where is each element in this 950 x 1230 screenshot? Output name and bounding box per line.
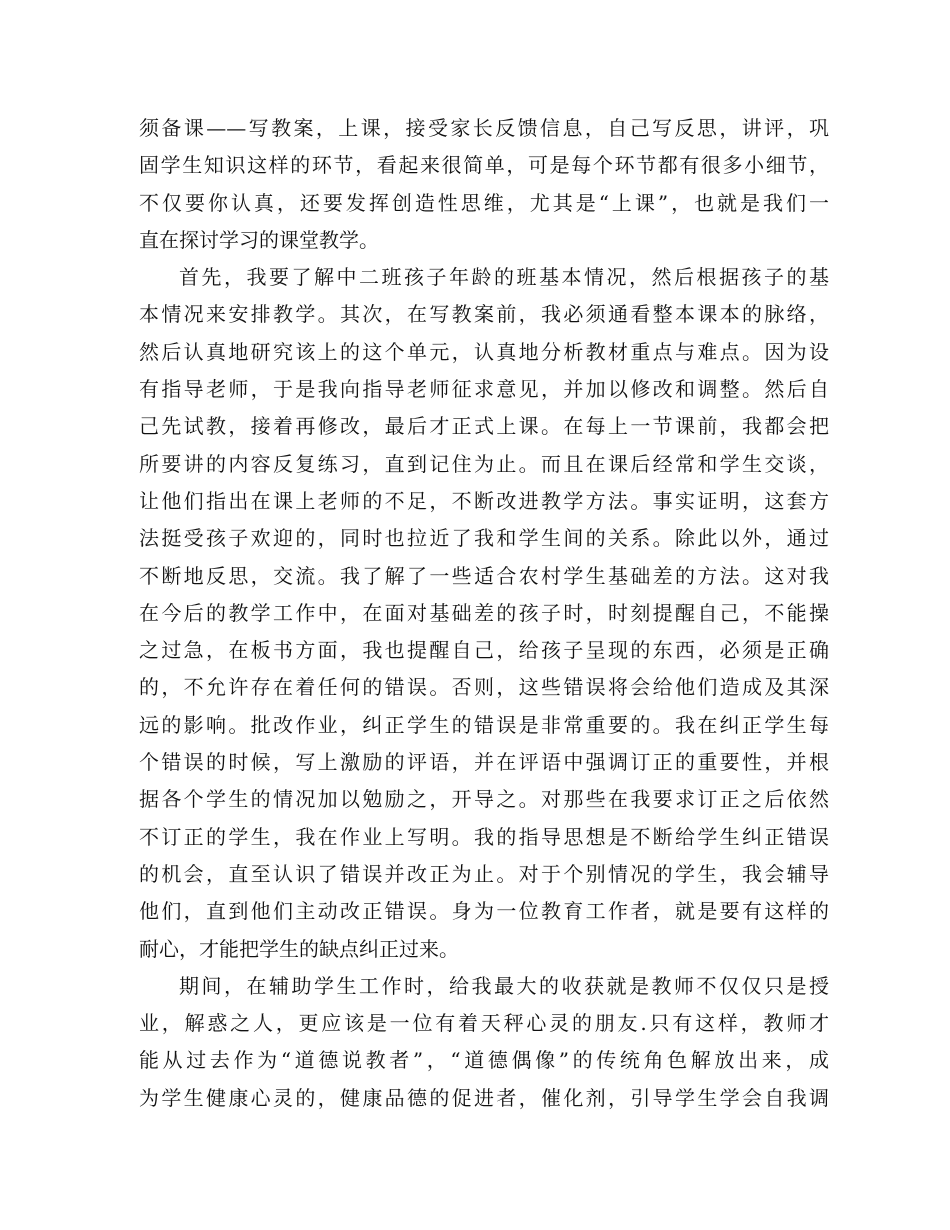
text-line: 法挺受孩子欢迎的，同时也拉近了我和学生间的关系。除此以外，通过 bbox=[139, 526, 829, 551]
text-line: 的，不允许存在着任何的错误。否则，这些错误将会给他们造成及其深 bbox=[139, 675, 829, 700]
text-line: 耐心，才能把学生的缺点纠正过来。 bbox=[139, 936, 459, 961]
text-line: 远的影响。批改作业，纠正学生的错误是非常重要的。我在纠正学生每 bbox=[139, 712, 829, 737]
text-line: 首先，我要了解中二班孩子年龄的班基本情况，然后根据孩子的基 bbox=[179, 265, 829, 290]
text-line: 据各个学生的情况加以勉励之，开导之。对那些在我要求订正之后依然 bbox=[139, 787, 829, 812]
text-line: 固学生知识这样的环节，看起来很简单，可是每个环节都有很多小细节， bbox=[139, 153, 829, 178]
text-line: 然后认真地研究该上的这个单元，认真地分析教材重点与难点。因为设 bbox=[139, 339, 829, 364]
text-line: 的机会，直至认识了错误并改正为止。对于个别情况的学生，我会辅导 bbox=[139, 861, 829, 886]
text-line: 不订正的学生，我在作业上写明。我的指导思想是不断给学生纠正错误 bbox=[139, 824, 829, 849]
text-line: 业，解惑之人，更应该是一位有着天秤心灵的朋友.只有这样，教师才 bbox=[139, 1011, 829, 1036]
text-line: 己先试教，接着再修改，最后才正式上课。在每上一节课前，我都会把 bbox=[139, 414, 829, 439]
text-line: 让他们指出在课上老师的不足，不断改进教学方法。事实证明，这套方 bbox=[139, 488, 829, 513]
text-line: 他们，直到他们主动改正错误。身为一位教育工作者，就是要有这样的 bbox=[139, 899, 829, 924]
text-line: 能从过去作为“道德说教者”，“道德偶像”的传统角色解放出来，成 bbox=[139, 1048, 829, 1073]
text-line: 本情况来安排教学。其次，在写教案前，我必须通看整本课本的脉络， bbox=[139, 302, 829, 327]
text-line: 在今后的教学工作中，在面对基础差的孩子时，时刻提醒自己，不能操 bbox=[139, 600, 829, 625]
text-line: 期间，在辅助学生工作时，给我最大的收获就是教师不仅仅只是授 bbox=[179, 973, 829, 998]
text-line: 不仅要你认真，还要发挥创造性思维，尤其是“上课”，也就是我们一 bbox=[139, 190, 829, 215]
document-body-text bbox=[139, 110, 829, 1117]
text-line: 不断地反思，交流。我了解了一些适合农村学生基础差的方法。这对我 bbox=[139, 563, 829, 588]
text-line: 所要讲的内容反复练习，直到记住为止。而且在课后经常和学生交谈， bbox=[139, 451, 829, 476]
text-line: 须备课——写教案，上课，接受家长反馈信息，自己写反思，讲评，巩 bbox=[139, 116, 829, 140]
text-line: 直在探讨学习的课堂教学。 bbox=[139, 227, 379, 252]
text-line: 个错误的时候，写上激励的评语，并在评语中强调订正的重要性，并根 bbox=[139, 750, 829, 775]
text-line: 有指导老师，于是我向指导老师征求意见，并加以修改和调整。然后自 bbox=[139, 377, 829, 402]
text-line: 之过急，在板书方面，我也提醒自己，给孩子呈现的东西，必须是正确 bbox=[139, 638, 829, 663]
text-line: 为学生健康心灵的，健康品德的促进者，催化剂，引导学生学会自我调 bbox=[139, 1085, 829, 1110]
